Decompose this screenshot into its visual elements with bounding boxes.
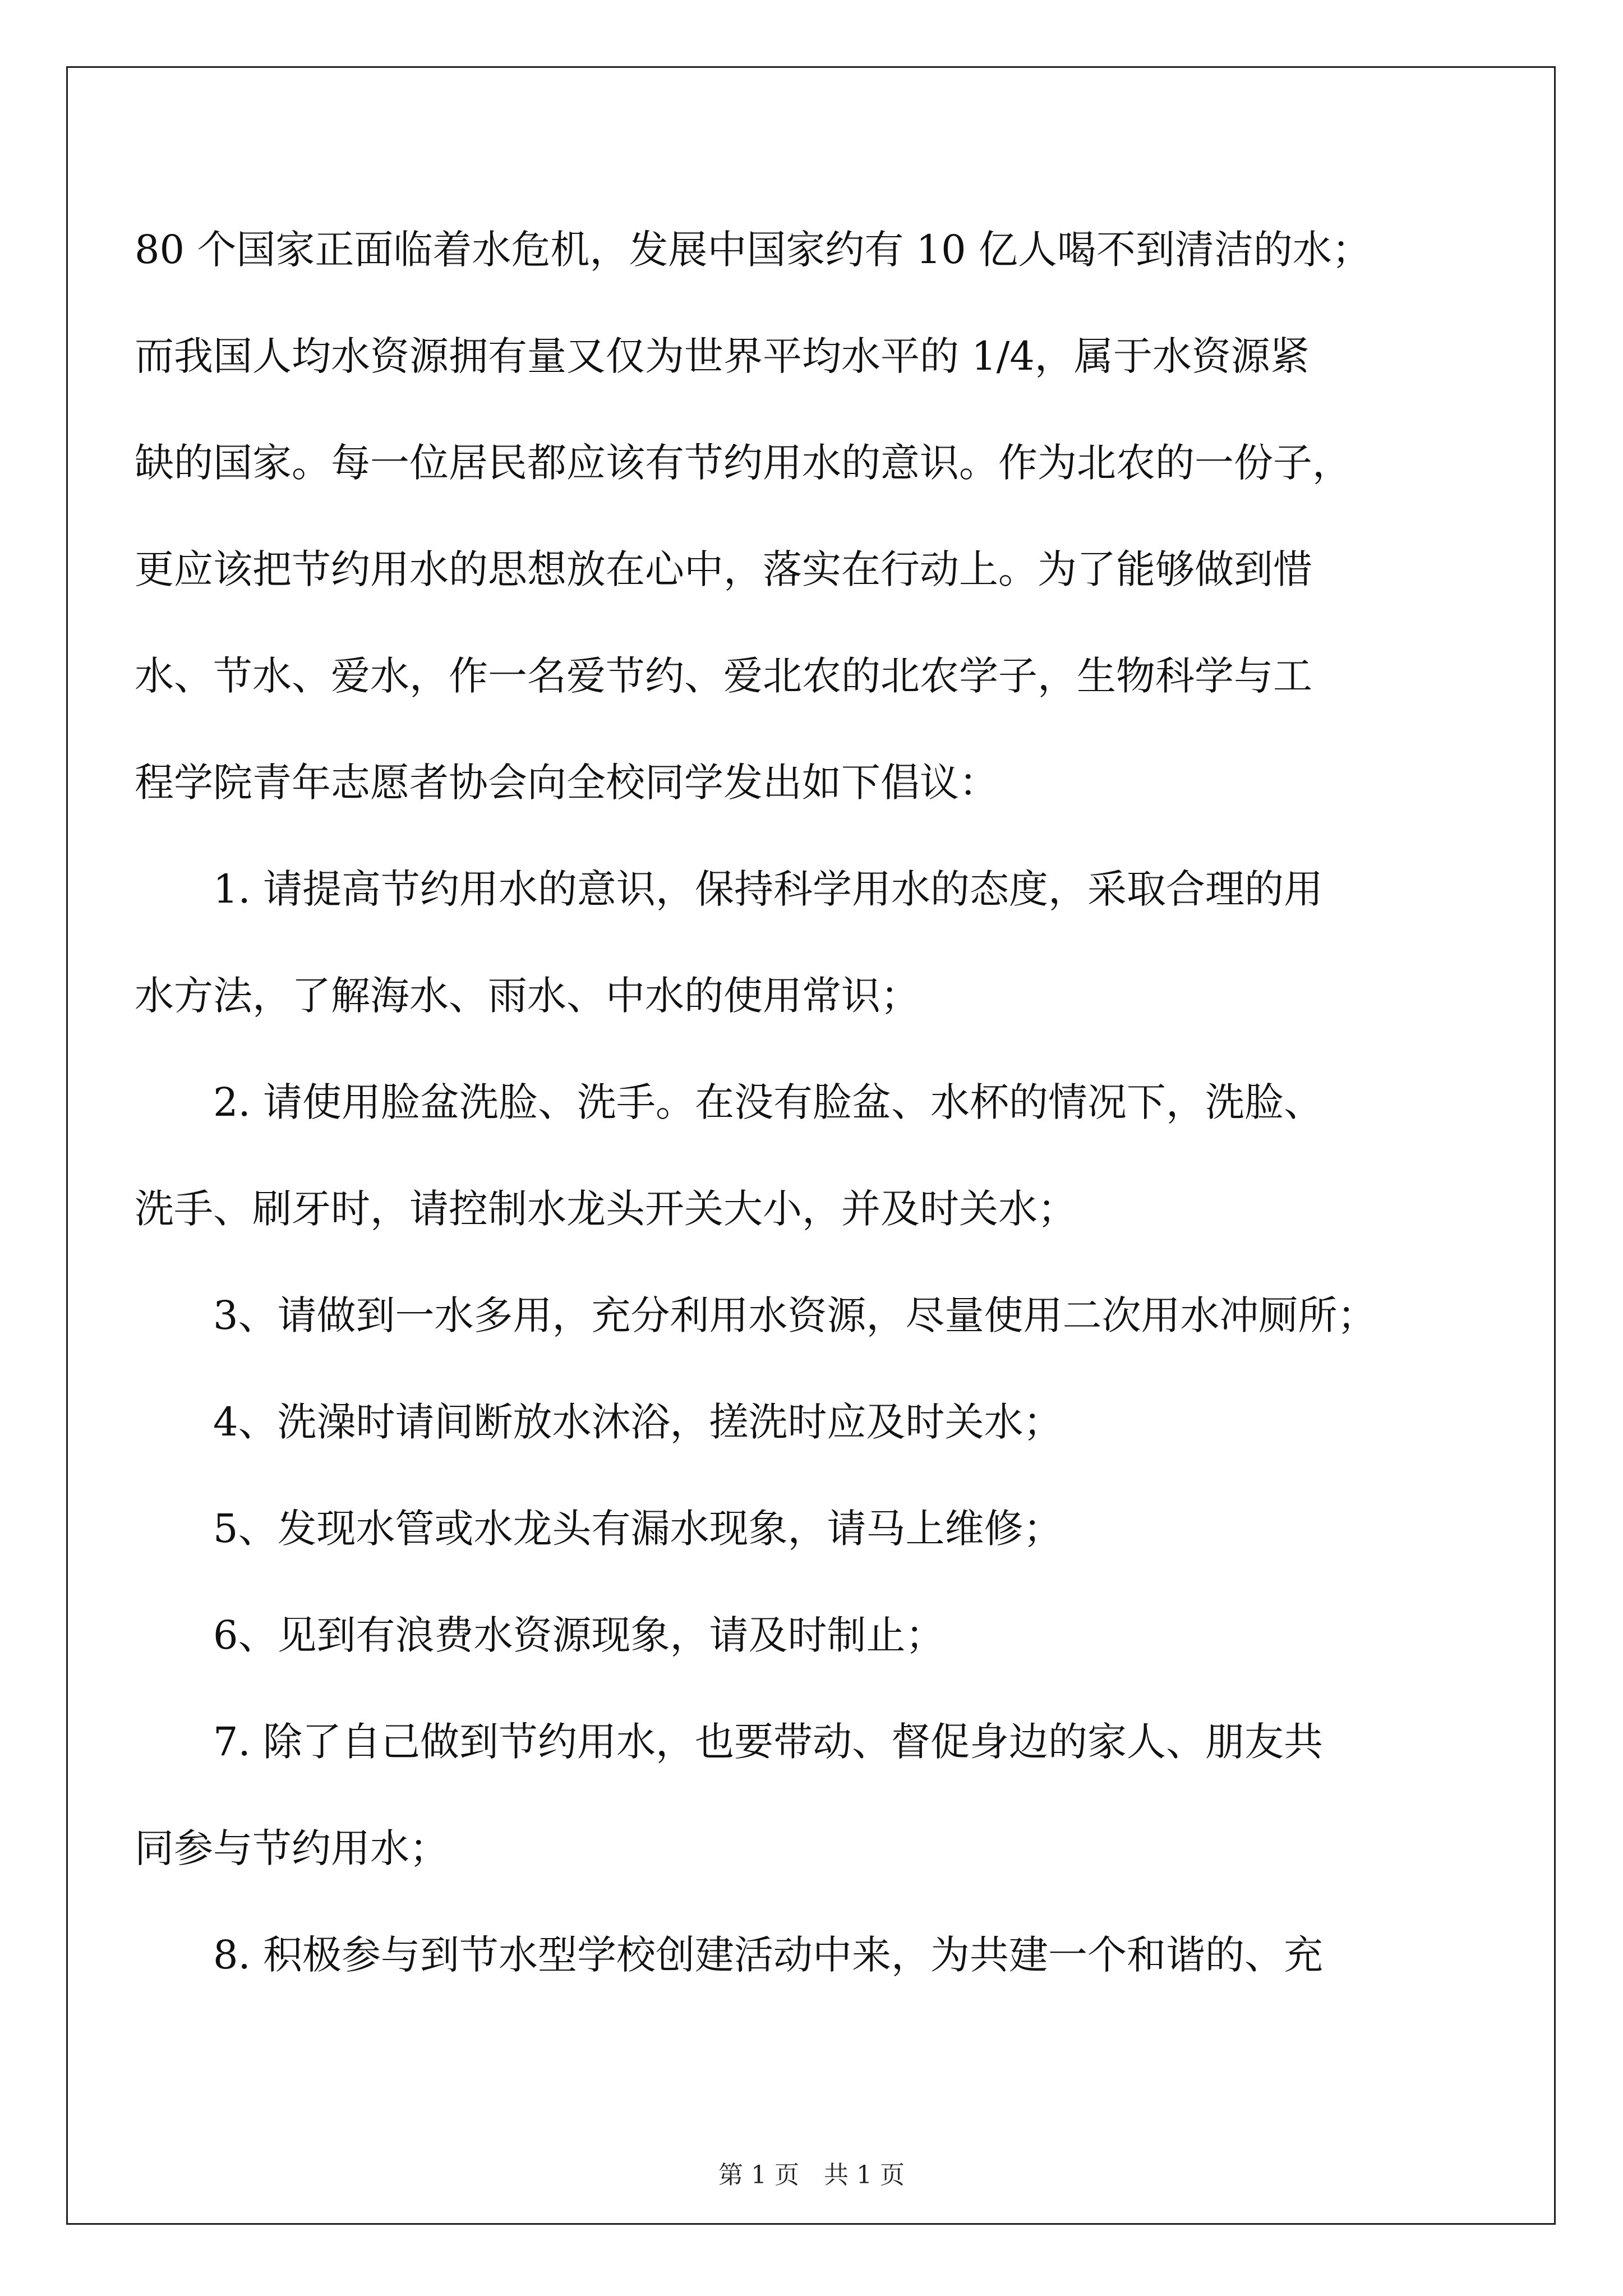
text-line-1: 80 个国家正面临着水危机，发展中国家约有 10 亿人喝不到清洁的水； xyxy=(135,227,1371,273)
text-line-12: 4、洗澡时请间断放水沐浴，搓洗时应及时关水； xyxy=(213,1399,1063,1445)
text-line-7: 1. 请提高节约用水的意识，保持科学用水的态度，采取合理的用 xyxy=(213,866,1324,912)
text-line-13: 5、发现水管或水龙头有漏水现象，请马上维修； xyxy=(213,1506,1063,1552)
text-line-17: 8. 积极参与到节水型学校创建活动中来，为共建一个和谐的、充 xyxy=(213,1932,1324,1978)
text-line-2: 而我国人均水资源拥有量又仅为世界平均水平的 1/4，属于水资源紧 xyxy=(135,333,1310,379)
text-line-10: 洗手、刷牙时，请控制水龙头开关大小，并及时关水； xyxy=(135,1186,1077,1232)
text-line-16: 同参与节约用水； xyxy=(135,1825,449,1871)
page-footer xyxy=(0,2159,1623,2192)
page-number-total: 共 1 页 xyxy=(824,2161,905,2189)
document-body xyxy=(135,196,1428,2008)
page-number-current: 第 1 页 xyxy=(718,2161,799,2189)
text-line-4: 更应该把节约用水的思想放在心中，落实在行动上。为了能够做到惜 xyxy=(135,546,1312,592)
text-line-5: 水、节水、爱水，作一名爱节约、爱北农的北农学子，生物科学与工 xyxy=(135,653,1312,699)
text-line-14: 6、见到有浪费水资源现象，请及时制止； xyxy=(213,1612,945,1658)
text-line-8: 水方法，了解海水、雨水、中水的使用常识； xyxy=(135,973,920,1019)
text-line-6: 程学院青年志愿者协会向全校同学发出如下倡议： xyxy=(135,760,998,806)
text-line-3: 缺的国家。每一位居民都应该有节约用水的意识。作为北农的一份子， xyxy=(135,440,1352,486)
text-line-9: 2. 请使用脸盆洗脸、洗手。在没有脸盆、水杯的情况下，洗脸、 xyxy=(213,1079,1324,1125)
text-line-11: 3、请做到一水多用，充分利用水资源，尽量使用二次用水冲厕所； xyxy=(213,1292,1377,1338)
text-line-15: 7. 除了自己做到节约用水，也要带动、督促身边的家人、朋友共 xyxy=(213,1719,1324,1765)
